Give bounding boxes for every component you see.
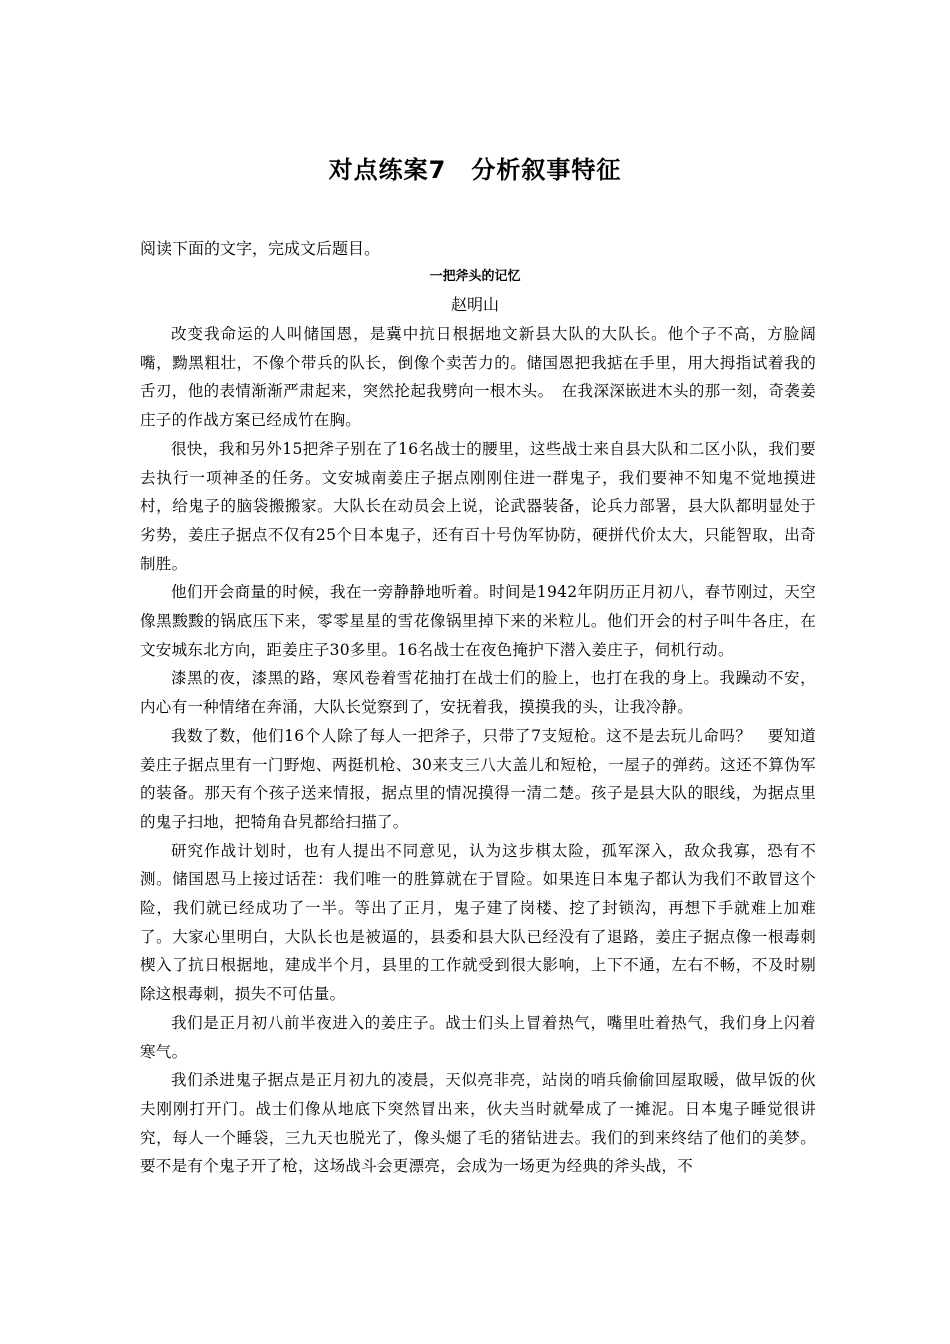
paragraph: 我们是正月初八前半夜进入的姜庄子。战士们头上冒着热气，嘴里吐着热气，我们身上闪着寒气。 (140, 1013, 816, 1061)
article-body (140, 320, 816, 1181)
article-title: 一把斧头的记忆 (429, 269, 521, 284)
page-title: 对点练案7 分析叙事特征 (328, 156, 622, 184)
paragraph: 他们开会商量的时候，我在一旁静静地听着。时间是1942年阴历正月初八，春节刚过，天空像黑黢黢的锅底压下来，零零星星的雪花像锅里掉下来的米粒儿。他们开会的村子叫牛各庄，在文安城东北方向，距姜庄子30多里。16名战士在夜色掩护下潜入姜庄子，伺机行动。 (140, 583, 816, 659)
paragraph: 我数了数，他们16个人除了每人一把斧子，只带了7支短枪。这不是去玩儿命吗？ 要知道姜庄子据点里有一门野炮、两挺机枪、30来支三八大盖儿和短枪，一屋子的弹药。这还不算伪军的装备。那天有个孩子送来情报，据点里的情况摸得一清二楚。孩子是县大队的眼线，为据点里的鬼子扫地，把犄角旮旯都给扫描了。 (140, 726, 816, 831)
paragraph: 研究作战计划时，也有人提出不同意见，认为这步棋太险，孤军深入，敌众我寡，恐有不测。储国恩马上接过话茬：我们唯一的胜算就在于冒险。如果连日本鬼子都认为我们不敢冒这个险，我们就已经成功了一半。等出了正月，鬼子建了岗楼、挖了封锁沟，再想下手就难上加难了。大家心里明白，大队长也是被逼的，县委和县大队已经没有了退路，姜庄子据点像一根毒刺楔入了抗日根据地，建成半个月，县里的工作就受到很大影响，上下不通，左右不畅，不及时剔除这根毒刺，损失不可估量。 (140, 841, 816, 1004)
article-author: 赵明山 (450, 295, 499, 314)
reading-instruction: 阅读下面的文字，完成文后题目。 (140, 239, 381, 258)
paragraph: 漆黑的夜，漆黑的路，寒风卷着雪花抽打在战士们的脸上，也打在我的身上。我躁动不安，内心有一种情绪在奔涌，大队长觉察到了，安抚着我，摸摸我的头，让我冷静。 (140, 669, 816, 717)
paragraph: 改变我命运的人叫储国恩，是冀中抗日根据地文新县大队的大队长。他个子不高，方脸阔嘴，黝黑粗壮，不像个带兵的队长，倒像个卖苦力的。储国恩把我掂在手里，用大拇指试着我的舌刃，他的表情渐渐严肃起来，突然抡起我劈向一根木头。 在我深深嵌进木头的那一刻，奇袭姜庄子的作战方案已经成竹在胸。 (140, 325, 816, 430)
paragraph: 我们杀进鬼子据点是正月初九的凌晨，天似亮非亮，站岗的哨兵偷偷回屋取暖，做早饭的伙夫刚刚打开门。战士们像从地底下突然冒出来，伙夫当时就晕成了一摊泥。日本鬼子睡觉很讲究，每人一个睡袋，三九天也脱光了，像头煺了毛的猪钻进去。我们的到来终结了他们的美梦。要不是有个鬼子开了枪，这场战斗会更漂亮，会成为一场更为经典的斧头战，不 (140, 1071, 816, 1176)
paragraph: 很快，我和另外15把斧子别在了16名战士的腰里，这些战士来自县大队和二区小队，我们要去执行一项神圣的任务。文安城南姜庄子据点刚刚住进一群鬼子，我们要神不知鬼不觉地摸进村，给鬼子的脑袋搬搬家。大队长在动员会上说，论武器装备，论兵力部署，县大队都明显处于劣势，姜庄子据点不仅有25个日本鬼子，还有百十号伪军协防，硬拼代价太大，只能智取，出奇制胜。 (140, 439, 816, 573)
